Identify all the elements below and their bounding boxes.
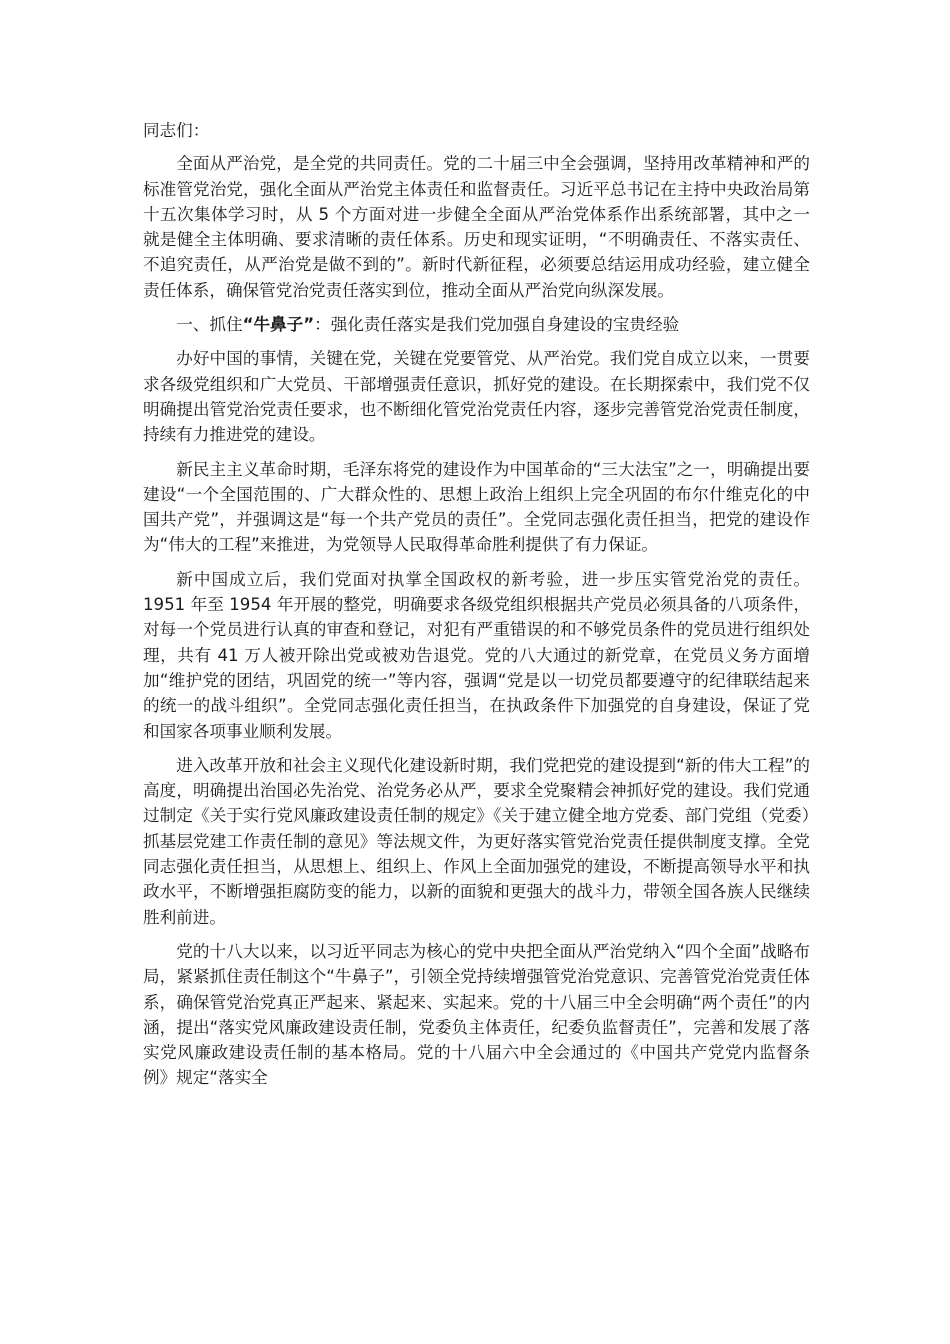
paragraph-18th-congress: 党的十八大以来，以习近平同志为核心的党中央把全面从严治党纳入“四个全面”战略布局，紧紧抓住责任制这个“牛鼻子”，引领全党持续增强管党治党意识、完善管党治党责任体系，确保管党治党真正严起来、紧起来、实起来。党的十八届三中全会明确“两个责任”的内涵，提出“落实党风廉政建设责任制，党委负主体责任，纪委负监督责任”，完善和发展了落实党风廉政建设责任制的基本格局。党的十八届六中全会通过的《中国共产党党内监督条例》规定“落实全 <box>143 941 810 1088</box>
paragraph-reform-opening: 进入改革开放和社会主义现代化建设新时期，我们党把党的建设提到“新的伟大工程”的高度，明确提出治国必先治党、治党务必从严，要求全党聚精会神抓好党的建设。我们党通过制定《关于实行党风廉政建设责任制的规定》《关于建立健全地方党委、部门党组（党委）抓基层党建工作责任制的意见》等法规文件，为更好落实管党治党责任提供制度支撑。全党同志强化责任担当，从思想上、组织上、作风上全面加强党的建设，不断提高领导水平和执政水平，不断增强拒腐防变的能力，以新的面貌和更强大的战斗力，带领全国各族人民继续胜利前进。 <box>143 755 810 927</box>
document-page <box>143 118 810 1100</box>
section-heading-1 <box>143 312 810 337</box>
paragraph-new-democratic-revolution: 新民主主义革命时期，毛泽东将党的建设作为中国革命的“三大法宝”之一，明确提出要建设“一个全国范围的、广大群众性的、思想上政治上组织上完全巩固的布尔什维克化的中国共产党”，并强调这是“每一个共产党员的责任”。全党同志强化责任担当，把党的建设作为“伟大的工程”来推进，为党领导人民取得革命胜利提供了有力保证。 <box>143 459 810 555</box>
salutation: 同志们： <box>143 121 210 140</box>
paragraph-party-building: 办好中国的事情，关键在党，关键在党要管党、从严治党。我们党自成立以来，一贯要求各级党组织和广大党员、干部增强责任意识，抓好党的建设。在长期探索中，我们党不仅明确提出管党治党责任要求，也不断细化管党治党责任内容，逐步完善管党治党责任制度，持续有力推进党的建设。 <box>143 349 810 445</box>
heading-suffix: ：强化责任落实是我们党加强自身建设的宝贵经验 <box>314 315 680 335</box>
heading-prefix: 一、抓住 <box>176 315 243 335</box>
paragraph-intro: 全面从严治党，是全党的共同责任。党的二十届三中全会强调，坚持用改革精神和严的标准管党治党，强化全面从严治党主体责任和监督责任。习近平总书记在主持中央政治局第十五次集体学习时，从 5 个方面对进一步健全全面从严治党体系作出系统部署，其中之一就是健全主体明确、要求清晰的责任体系。历史和现实证明，“不明确责任、不落实责任、不追究责任，从严治党是做不到的”。新时代新征程，必须要总结运用成功经验，建立健全责任体系，确保管党治党责任落实到位，推动全面从严治党向纵深发展。 <box>143 154 810 300</box>
paragraph-new-china: 新中国成立后，我们党面对执掌全国政权的新考验，进一步压实管党治党的责任。1951 年至 1954 年开展的整党，明确要求各级党组织根据共产党员必须具备的八项条件，对每一个党员进行认真的审查和登记，对犯有严重错误的和不够党员条件的党员进行组织处理，共有 41 万人被开除出党或被劝告退党。党的八大通过的新党章，在党员义务方面增加“维护党的团结，巩固党的统一”等内容，强调“党是以一切党员都要遵守的纪律联结起来的统一的战斗组织”。全党同志强化责任担当，在执政条件下加强党的自身建设，保证了党和国家各项事业顺利发展。 <box>143 569 810 741</box>
heading-emphasis: “牛鼻子” <box>242 315 315 335</box>
